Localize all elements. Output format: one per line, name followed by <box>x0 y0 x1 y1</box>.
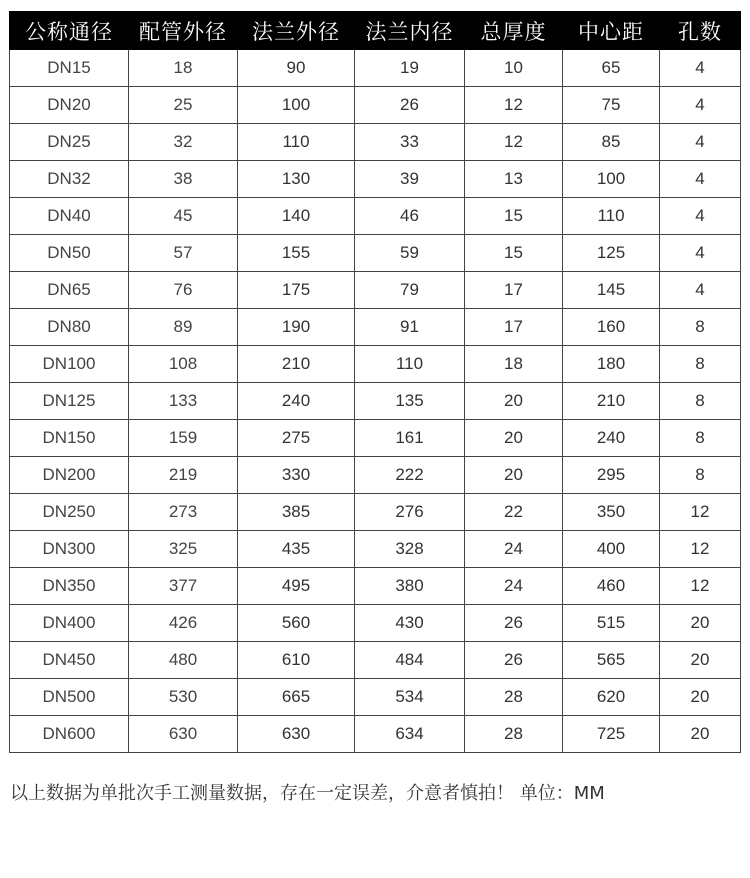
cell-total-thickness: 12 <box>465 87 563 124</box>
cell-flange-od: 100 <box>238 87 355 124</box>
table-row <box>10 198 741 235</box>
cell-bolt-circle: 620 <box>563 679 660 716</box>
cell-total-thickness: 15 <box>465 198 563 235</box>
cell-flange-od: 130 <box>238 161 355 198</box>
cell-bolt-circle: 350 <box>563 494 660 531</box>
table-row <box>10 457 741 494</box>
header-hole-count: 孔数 <box>660 12 741 50</box>
cell-flange-od: 630 <box>238 716 355 753</box>
cell-flange-od: 175 <box>238 272 355 309</box>
cell-pipe-od: 630 <box>129 716 238 753</box>
cell-total-thickness: 12 <box>465 124 563 161</box>
cell-flange-od: 665 <box>238 679 355 716</box>
cell-flange-id: 161 <box>355 420 465 457</box>
cell-hole-count: 12 <box>660 568 741 605</box>
cell-bolt-circle: 725 <box>563 716 660 753</box>
cell-bolt-circle: 400 <box>563 531 660 568</box>
cell-flange-id: 26 <box>355 87 465 124</box>
cell-hole-count: 8 <box>660 309 741 346</box>
cell-nominal-diameter: DN150 <box>10 420 129 457</box>
cell-hole-count: 4 <box>660 124 741 161</box>
cell-bolt-circle: 100 <box>563 161 660 198</box>
cell-total-thickness: 10 <box>465 50 563 87</box>
cell-nominal-diameter: DN20 <box>10 87 129 124</box>
cell-flange-id: 19 <box>355 50 465 87</box>
cell-bolt-circle: 75 <box>563 87 660 124</box>
cell-pipe-od: 45 <box>129 198 238 235</box>
cell-flange-id: 59 <box>355 235 465 272</box>
cell-bolt-circle: 145 <box>563 272 660 309</box>
cell-nominal-diameter: DN100 <box>10 346 129 383</box>
cell-bolt-circle: 65 <box>563 50 660 87</box>
cell-hole-count: 4 <box>660 235 741 272</box>
cell-nominal-diameter: DN400 <box>10 605 129 642</box>
cell-bolt-circle: 295 <box>563 457 660 494</box>
cell-nominal-diameter: DN40 <box>10 198 129 235</box>
cell-nominal-diameter: DN200 <box>10 457 129 494</box>
table-row <box>10 235 741 272</box>
table-row <box>10 494 741 531</box>
cell-flange-od: 240 <box>238 383 355 420</box>
cell-pipe-od: 530 <box>129 679 238 716</box>
cell-nominal-diameter: DN350 <box>10 568 129 605</box>
cell-hole-count: 12 <box>660 531 741 568</box>
cell-pipe-od: 32 <box>129 124 238 161</box>
header-flange-od: 法兰外径 <box>238 12 355 50</box>
table-row <box>10 716 741 753</box>
cell-nominal-diameter: DN450 <box>10 642 129 679</box>
table-header-row <box>10 12 741 50</box>
cell-total-thickness: 22 <box>465 494 563 531</box>
cell-total-thickness: 18 <box>465 346 563 383</box>
cell-flange-od: 610 <box>238 642 355 679</box>
cell-flange-id: 33 <box>355 124 465 161</box>
cell-bolt-circle: 110 <box>563 198 660 235</box>
cell-total-thickness: 26 <box>465 642 563 679</box>
cell-total-thickness: 20 <box>465 383 563 420</box>
cell-flange-od: 90 <box>238 50 355 87</box>
cell-flange-od: 140 <box>238 198 355 235</box>
cell-pipe-od: 273 <box>129 494 238 531</box>
cell-flange-od: 330 <box>238 457 355 494</box>
cell-bolt-circle: 180 <box>563 346 660 383</box>
header-nominal-diameter: 公称通径 <box>10 12 129 50</box>
cell-nominal-diameter: DN50 <box>10 235 129 272</box>
cell-flange-od: 385 <box>238 494 355 531</box>
cell-total-thickness: 24 <box>465 531 563 568</box>
cell-hole-count: 20 <box>660 679 741 716</box>
cell-pipe-od: 57 <box>129 235 238 272</box>
cell-pipe-od: 426 <box>129 605 238 642</box>
cell-hole-count: 4 <box>660 87 741 124</box>
table-row <box>10 642 741 679</box>
cell-flange-id: 484 <box>355 642 465 679</box>
cell-total-thickness: 17 <box>465 309 563 346</box>
cell-flange-id: 380 <box>355 568 465 605</box>
cell-hole-count: 4 <box>660 272 741 309</box>
cell-bolt-circle: 565 <box>563 642 660 679</box>
cell-total-thickness: 20 <box>465 420 563 457</box>
cell-total-thickness: 20 <box>465 457 563 494</box>
cell-bolt-circle: 85 <box>563 124 660 161</box>
cell-pipe-od: 25 <box>129 87 238 124</box>
header-total-thickness: 总厚度 <box>465 12 563 50</box>
cell-nominal-diameter: DN300 <box>10 531 129 568</box>
cell-flange-id: 430 <box>355 605 465 642</box>
cell-flange-od: 110 <box>238 124 355 161</box>
cell-hole-count: 20 <box>660 642 741 679</box>
cell-flange-id: 91 <box>355 309 465 346</box>
cell-total-thickness: 24 <box>465 568 563 605</box>
cell-pipe-od: 133 <box>129 383 238 420</box>
cell-bolt-circle: 460 <box>563 568 660 605</box>
table-row <box>10 272 741 309</box>
cell-nominal-diameter: DN15 <box>10 50 129 87</box>
cell-nominal-diameter: DN250 <box>10 494 129 531</box>
cell-hole-count: 20 <box>660 716 741 753</box>
cell-flange-od: 435 <box>238 531 355 568</box>
cell-pipe-od: 38 <box>129 161 238 198</box>
table-row <box>10 605 741 642</box>
cell-bolt-circle: 240 <box>563 420 660 457</box>
cell-pipe-od: 377 <box>129 568 238 605</box>
cell-pipe-od: 76 <box>129 272 238 309</box>
cell-flange-id: 79 <box>355 272 465 309</box>
cell-nominal-diameter: DN25 <box>10 124 129 161</box>
cell-flange-id: 110 <box>355 346 465 383</box>
cell-pipe-od: 89 <box>129 309 238 346</box>
cell-flange-id: 222 <box>355 457 465 494</box>
cell-total-thickness: 17 <box>465 272 563 309</box>
flange-spec-table <box>9 11 741 753</box>
cell-hole-count: 12 <box>660 494 741 531</box>
cell-flange-id: 39 <box>355 161 465 198</box>
cell-pipe-od: 18 <box>129 50 238 87</box>
cell-hole-count: 8 <box>660 420 741 457</box>
cell-flange-id: 634 <box>355 716 465 753</box>
cell-bolt-circle: 515 <box>563 605 660 642</box>
cell-flange-id: 276 <box>355 494 465 531</box>
cell-bolt-circle: 160 <box>563 309 660 346</box>
cell-total-thickness: 28 <box>465 679 563 716</box>
cell-pipe-od: 159 <box>129 420 238 457</box>
cell-hole-count: 8 <box>660 457 741 494</box>
cell-flange-id: 328 <box>355 531 465 568</box>
cell-flange-id: 534 <box>355 679 465 716</box>
cell-total-thickness: 13 <box>465 161 563 198</box>
cell-flange-od: 155 <box>238 235 355 272</box>
cell-pipe-od: 108 <box>129 346 238 383</box>
cell-flange-od: 495 <box>238 568 355 605</box>
header-bolt-circle: 中心距 <box>563 12 660 50</box>
cell-total-thickness: 26 <box>465 605 563 642</box>
cell-flange-id: 46 <box>355 198 465 235</box>
table-row <box>10 346 741 383</box>
cell-hole-count: 4 <box>660 198 741 235</box>
header-flange-id: 法兰内径 <box>355 12 465 50</box>
cell-pipe-od: 480 <box>129 642 238 679</box>
cell-hole-count: 8 <box>660 383 741 420</box>
cell-hole-count: 8 <box>660 346 741 383</box>
table-row <box>10 161 741 198</box>
table-row <box>10 568 741 605</box>
cell-nominal-diameter: DN32 <box>10 161 129 198</box>
cell-total-thickness: 28 <box>465 716 563 753</box>
cell-nominal-diameter: DN65 <box>10 272 129 309</box>
cell-nominal-diameter: DN500 <box>10 679 129 716</box>
table-row <box>10 679 741 716</box>
cell-nominal-diameter: DN600 <box>10 716 129 753</box>
cell-flange-od: 190 <box>238 309 355 346</box>
table-row <box>10 50 741 87</box>
cell-total-thickness: 15 <box>465 235 563 272</box>
cell-bolt-circle: 125 <box>563 235 660 272</box>
cell-nominal-diameter: DN125 <box>10 383 129 420</box>
cell-flange-od: 560 <box>238 605 355 642</box>
table-row <box>10 531 741 568</box>
cell-nominal-diameter: DN80 <box>10 309 129 346</box>
cell-hole-count: 20 <box>660 605 741 642</box>
table-row <box>10 124 741 161</box>
header-pipe-od: 配管外径 <box>129 12 238 50</box>
table-row <box>10 87 741 124</box>
cell-hole-count: 4 <box>660 50 741 87</box>
table-body <box>10 50 741 753</box>
cell-flange-od: 210 <box>238 346 355 383</box>
cell-bolt-circle: 210 <box>563 383 660 420</box>
table-row <box>10 420 741 457</box>
table-row <box>10 309 741 346</box>
cell-hole-count: 4 <box>660 161 741 198</box>
measurement-note: 以上数据为单批次手工测量数据，存在一定误差，介意者慎拍！ 单位：MM <box>10 783 605 804</box>
cell-flange-od: 275 <box>238 420 355 457</box>
cell-pipe-od: 219 <box>129 457 238 494</box>
table-row <box>10 383 741 420</box>
cell-flange-id: 135 <box>355 383 465 420</box>
cell-pipe-od: 325 <box>129 531 238 568</box>
